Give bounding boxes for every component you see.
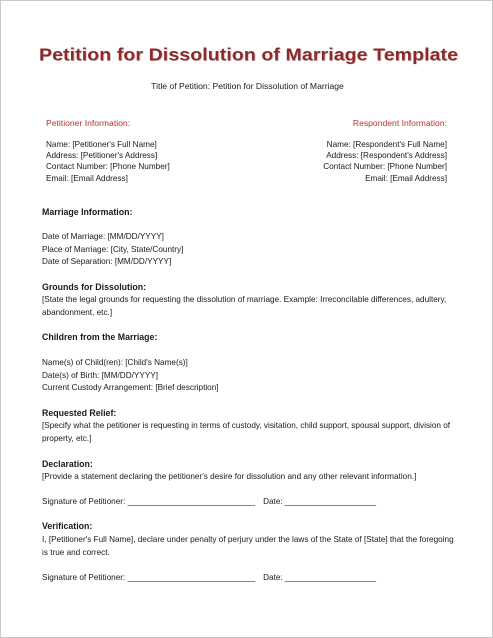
marriage-info xyxy=(42,231,183,269)
petitioner-phone-line: Contact Number: [Phone Number] xyxy=(46,162,170,172)
respondent-email-line: Email: [Email Address] xyxy=(365,173,447,183)
declaration-signature-line: Signature of Petitioner: ____________________________ xyxy=(42,497,256,506)
marriage-place-line: Place of Marriage: [City, State/Country] xyxy=(42,244,184,254)
respondent-heading: Respondent Information: xyxy=(352,118,447,128)
petitioner-info xyxy=(46,139,170,184)
children-info xyxy=(42,357,219,395)
respondent-phone-line: Contact Number: [Phone Number] xyxy=(323,162,447,172)
marriage-date-line: Date of Marriage: [MM/DD/YYYY] xyxy=(42,232,164,241)
grounds-text: [State the legal grounds for requesting the dissolution of marriage. Example: Irreconcilable differences, adultery, abandonment, etc.] xyxy=(42,295,447,317)
verification-heading: Verification: xyxy=(42,521,93,531)
document-title: Petition for Dissolution of Marriage Template xyxy=(39,45,459,65)
petitioner-address-line: Address: [Petitioner's Address] xyxy=(46,151,158,161)
separation-date-line: Date of Separation: [MM/DD/YYYY] xyxy=(42,257,172,267)
verification-text: I, [Petitioner's Full Name], declare under penalty of perjury under the laws of the State of [State] that the foregoing is true and correct. xyxy=(42,535,454,557)
marriage-info-heading: Marriage Information: xyxy=(42,207,133,217)
declaration-heading: Declaration: xyxy=(42,459,93,469)
respondent-address-line: Address: [Respondent's Address] xyxy=(326,151,447,161)
petitioner-name-line: Name: [Petitioner's Full Name] xyxy=(46,140,157,149)
verification-date-line: Date: ____________________ xyxy=(263,573,376,582)
respondent-info xyxy=(323,139,447,184)
child-birth-dates-line: Date(s) of Birth: [MM/DD/YYYY] xyxy=(42,370,159,380)
child-names-line: Name(s) of Child(ren): [Child's Name(s)] xyxy=(42,358,188,367)
requested-relief-text: [Specify what the petitioner is requesting in terms of custody, visitation, child support, spousal support, division of property, etc.] xyxy=(42,421,451,443)
declaration-date-line: Date: ____________________ xyxy=(263,497,376,506)
custody-arrangement-line: Current Custody Arrangement: [Brief description] xyxy=(42,383,219,393)
verification-signature-row xyxy=(42,573,376,582)
petitioner-heading: Petitioner Information: xyxy=(46,118,131,128)
declaration-signature-row xyxy=(42,497,376,506)
respondent-name-line: Name: [Respondent's Full Name] xyxy=(326,140,447,149)
requested-relief-heading: Requested Relief: xyxy=(42,408,117,418)
declaration-text: [Provide a statement declaring the petitioner's desire for dissolution and any other relevant information.] xyxy=(42,472,417,481)
petition-subtitle: Title of Petition: Petition for Dissolution of Marriage xyxy=(151,81,344,91)
grounds-heading: Grounds for Dissolution: xyxy=(42,282,147,292)
petitioner-email-line: Email: [Email Address] xyxy=(46,173,128,183)
verification-signature-line: Signature of Petitioner: ____________________________ xyxy=(42,573,256,582)
children-heading: Children from the Marriage: xyxy=(42,332,158,342)
